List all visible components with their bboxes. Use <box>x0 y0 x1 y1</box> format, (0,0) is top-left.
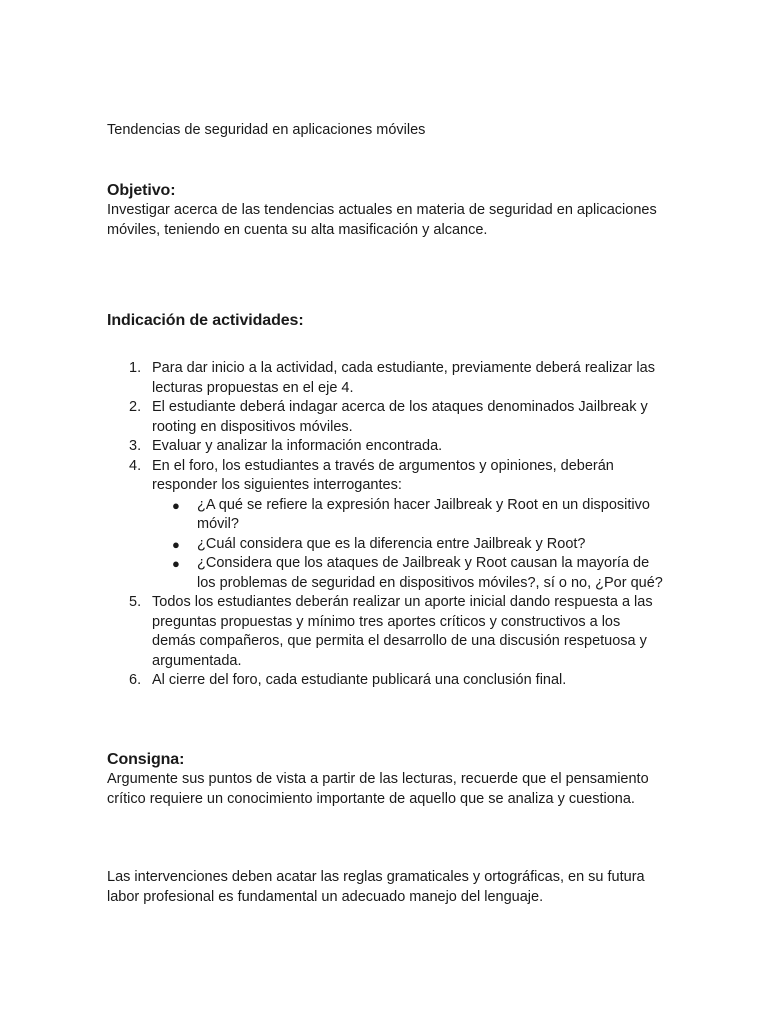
document-title: Tendencias de seguridad en aplicaciones móviles <box>107 122 426 138</box>
objective-text: Investigar acerca de las tendencias actuales en materia de seguridad en aplicaciones móviles, teniendo en cuenta su alta masificación y alcance. <box>107 202 657 238</box>
activity-item <box>107 398 667 437</box>
activity-text: Evaluar y analizar la información encontrada. <box>152 438 443 454</box>
final-note-text: Las intervenciones deben acatar las reglas gramaticales y ortográficas, en su futura labor profesional es fundamental un adecuado manejo del lenguaje. <box>107 869 645 905</box>
consigna-section <box>107 750 667 809</box>
activity-number: 4. <box>129 457 142 474</box>
activity-number: 2. <box>129 399 142 415</box>
question-text: ¿A qué se refiere la expresión hacer Jailbreak y Root en un dispositivo móvil? <box>197 496 650 532</box>
consigna-heading: Consigna: <box>107 751 185 768</box>
activities-section <box>107 311 667 331</box>
activity-text: Al cierre del foro, cada estudiante publicará una conclusión final. <box>152 672 567 688</box>
activity-item <box>107 593 667 671</box>
question-item <box>152 554 667 593</box>
objective-section <box>107 181 667 240</box>
questions-list <box>152 496 667 594</box>
activity-text: En el foro, los estudiantes a través de argumentos y opiniones, deberán responder los siguientes interrogantes: <box>152 457 614 493</box>
activity-text: Para dar inicio a la actividad, cada estudiante, previamente deberá realizar las lecturas propuestas en el eje 4. <box>152 360 655 396</box>
bullet-icon: ● <box>172 556 180 571</box>
activities-list <box>107 359 667 691</box>
objective-heading: Objetivo: <box>107 182 176 199</box>
activities-heading: Indicación de actividades: <box>107 312 304 329</box>
activity-number: 1. <box>129 360 142 376</box>
final-note-section <box>107 868 667 907</box>
question-text: ¿Cuál considera que es la diferencia entre Jailbreak y Root? <box>197 535 586 552</box>
bullet-icon: ● <box>172 536 180 552</box>
activities-list-container <box>107 359 667 691</box>
consigna-text: Argumente sus puntos de vista a partir de las lecturas, recuerde que el pensamiento crítico requiere un conocimiento importante de aquello que se analiza y cuestiona. <box>107 771 649 807</box>
bullet-icon: ● <box>172 497 180 513</box>
activity-item <box>107 671 667 691</box>
activity-item <box>107 359 667 398</box>
activity-item <box>107 437 667 457</box>
question-item <box>152 535 667 555</box>
activity-text: Todos los estudiantes deberán realizar un aporte inicial dando respuesta a las preguntas propuestas y mínimo tres aportes críticos y constructivos a los demás compañeros, que permita el desarrollo de una discusión respetuosa y argumentada. <box>152 594 653 669</box>
activity-item <box>107 457 667 594</box>
question-item <box>152 496 667 535</box>
activity-number: 3. <box>129 438 142 454</box>
activity-number: 5. <box>129 594 142 610</box>
activity-number: 6. <box>129 672 142 688</box>
activity-text: El estudiante deberá indagar acerca de los ataques denominados Jailbreak y rooting en dispositivos móviles. <box>152 399 648 435</box>
question-text: ¿Considera que los ataques de Jailbreak y Root causan la mayoría de los problemas de seguridad en dispositivos móviles?, sí o no, ¿Por qué? <box>197 555 663 591</box>
